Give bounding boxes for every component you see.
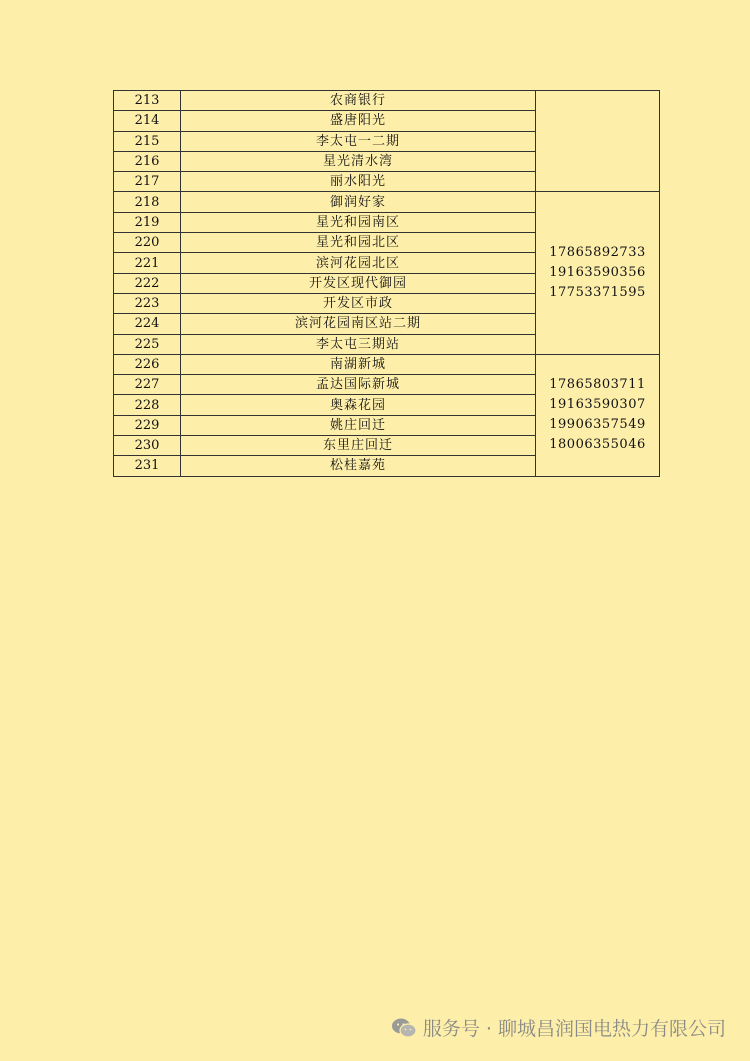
row-number: 229 bbox=[114, 415, 181, 435]
phone-number: 18006355046 bbox=[549, 437, 646, 453]
station-name: 孟达国际新城 bbox=[181, 375, 536, 395]
row-number: 226 bbox=[114, 354, 181, 374]
row-number: 231 bbox=[114, 456, 181, 476]
contact-phones bbox=[536, 354, 660, 476]
station-name: 开发区现代御园 bbox=[181, 273, 536, 293]
table-row bbox=[114, 354, 660, 374]
station-name: 御润好家 bbox=[181, 192, 536, 212]
station-name: 滨河花园南区站二期 bbox=[181, 314, 536, 334]
phone-number: 17865892733 bbox=[549, 245, 646, 261]
row-number: 220 bbox=[114, 233, 181, 253]
station-name: 李太屯一二期 bbox=[181, 131, 536, 151]
station-name: 南湖新城 bbox=[181, 354, 536, 374]
watermark-text: 服务号 · 聊城昌润国电热力有限公司 bbox=[422, 1018, 726, 1040]
table-row bbox=[114, 91, 660, 111]
station-name: 奥森花园 bbox=[181, 395, 536, 415]
row-number: 213 bbox=[114, 91, 181, 111]
table-body bbox=[114, 91, 660, 477]
station-name: 松桂嘉苑 bbox=[181, 456, 536, 476]
phone-number: 17865803711 bbox=[549, 377, 646, 393]
row-number: 219 bbox=[114, 212, 181, 232]
row-number: 214 bbox=[114, 111, 181, 131]
table-row bbox=[114, 192, 660, 212]
row-number: 217 bbox=[114, 172, 181, 192]
station-name: 滨河花园北区 bbox=[181, 253, 536, 273]
phone-number: 19906357549 bbox=[549, 417, 646, 433]
row-number: 225 bbox=[114, 334, 181, 354]
row-number: 224 bbox=[114, 314, 181, 334]
station-name: 丽水阳光 bbox=[181, 172, 536, 192]
row-number: 228 bbox=[114, 395, 181, 415]
station-name: 星光和园北区 bbox=[181, 233, 536, 253]
station-contact-table bbox=[113, 90, 660, 477]
row-number: 221 bbox=[114, 253, 181, 273]
phone-number: 19163590356 bbox=[549, 265, 646, 281]
row-number: 230 bbox=[114, 436, 181, 456]
station-name: 开发区市政 bbox=[181, 293, 536, 313]
station-name: 星光和园南区 bbox=[181, 212, 536, 232]
phone-number: 17753371595 bbox=[549, 285, 646, 301]
phone-number: 19163590307 bbox=[549, 397, 646, 413]
row-number: 222 bbox=[114, 273, 181, 293]
station-name: 东里庄回迁 bbox=[181, 436, 536, 456]
row-number: 218 bbox=[114, 192, 181, 212]
station-name: 李太屯三期站 bbox=[181, 334, 536, 354]
contact-phones bbox=[536, 91, 660, 192]
station-name: 盛唐阳光 bbox=[181, 111, 536, 131]
watermark bbox=[391, 1014, 726, 1041]
row-number: 227 bbox=[114, 375, 181, 395]
station-name: 星光清水湾 bbox=[181, 151, 536, 171]
contact-phones bbox=[536, 192, 660, 354]
row-number: 223 bbox=[114, 293, 181, 313]
row-number: 215 bbox=[114, 131, 181, 151]
row-number: 216 bbox=[114, 151, 181, 171]
station-name: 农商银行 bbox=[181, 91, 536, 111]
wechat-icon bbox=[391, 1017, 417, 1039]
station-name: 姚庄回迁 bbox=[181, 415, 536, 435]
